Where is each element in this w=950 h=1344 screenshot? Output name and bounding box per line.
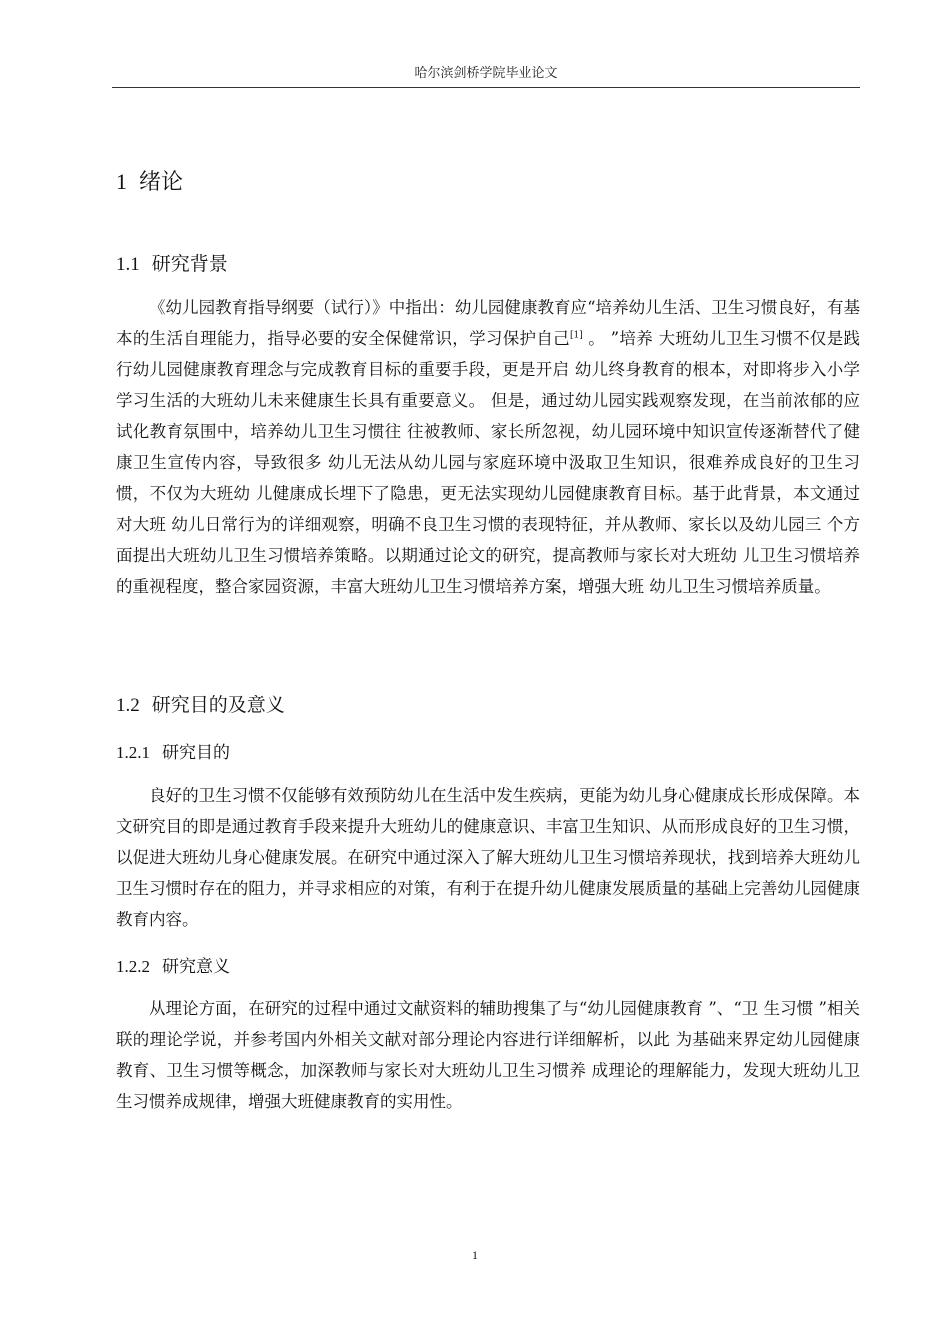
- section-title: 研究目的及意义: [151, 694, 285, 716]
- subsection-number: 1.2.2: [116, 957, 150, 976]
- paragraph-purpose: 良好的卫生习惯不仅能够有效预防幼儿在生活中发生疾病，更能为幼儿身心健康成长形成保障。本文研究目的即是通过教育手段来提升大班幼儿的健康意识、丰富卫生知识、从而形成良好的卫生习惯，以促进大班幼儿身心健康发展。在研究中通过深入了解大班幼儿卫生习惯培养现状，找到培养大班幼儿卫生习惯时存在的阻力，并寻求相应的对策，有利于在提升幼儿健康发展质量的基础上完善幼儿园健康教育内容。: [116, 786, 860, 929]
- subsection-heading-1-2-2: [116, 952, 230, 977]
- running-header: 哈尔滨剑桥学院毕业论文: [414, 66, 558, 81]
- subsection-number: 1.2.1: [116, 743, 150, 762]
- section-number: 1.1: [116, 254, 140, 275]
- section-number: 1.2: [116, 695, 140, 716]
- subsection-title: 研究目的: [162, 743, 230, 763]
- page-number: 1: [472, 1248, 478, 1262]
- section-heading-1-2: [116, 690, 285, 717]
- chapter-number: 1: [116, 169, 127, 194]
- chapter-heading: [116, 165, 183, 196]
- paragraph-background: [116, 292, 860, 602]
- paragraph-text: 。 ”培养 大班幼儿卫生习惯不仅是践行幼儿园健康教育理念与完成教育目标的重要手段，更是开启 幼儿终身教育的根本，对即将步入小学学习生活的大班幼儿未来健康生长具有重要意义。 但是，通过幼儿园实践观察发现，在当前浓郁的应试化教育氛围中，培养幼儿卫生习惯往 往被教师、家长所忽视，幼儿园环境中知识宣传逐渐替代了健康卫生宣传内容，导致很多 幼儿无法从幼儿园与家庭环境中汲取卫生知识，很难养成良好的卫生习惯，不仅为大班幼 儿健康成长埋下了隐患，更无法实现幼儿园健康教育目标。基于此背景，本文通过对大班 幼儿日常行为的详细观察，明确不良卫生习惯的表现特征，并从教师、家长以及幼儿园三 个方面提出大班幼儿卫生习惯培养策略。以期通过论文的研究，提高教师与家长对大班幼 儿卫生习惯培养的重视程度，整合家园资源，丰富大班幼儿卫生习惯培养方案，增强大班 幼儿卫生习惯培养质量。: [116, 329, 861, 596]
- paragraph-significance: 从理论方面，在研究的过程中通过文献资料的辅助搜集了与“幼儿园健康教育 ”、“卫 生习惯 ”相关联的理论学说，并参考国内外相关文献对部分理论内容进行详细解析，以此 为基础来界定幼儿园健康教育、卫生习惯等概念，加深教师与家长对大班幼儿卫生习惯养 成理论的理解能力，发现大班幼儿卫生习惯养成规律，增强大班健康教育的实用性。: [116, 999, 860, 1111]
- citation-ref: [1]: [569, 330, 583, 341]
- paragraph-text: 《幼儿园教育指导纲要（试行）》中指出：幼儿园健康教育应“培养幼儿生活、卫生习惯良好，有基本的生活自理能力，指导必要的安全保健常识，学习保护自己: [116, 298, 860, 348]
- section-heading-1-1: [116, 249, 228, 276]
- section-title: 研究背景: [151, 253, 228, 275]
- chapter-title: 绪论: [139, 170, 184, 195]
- subsection-title: 研究意义: [162, 957, 230, 977]
- header-rule: [112, 87, 860, 88]
- subsection-heading-1-2-1: [116, 738, 230, 763]
